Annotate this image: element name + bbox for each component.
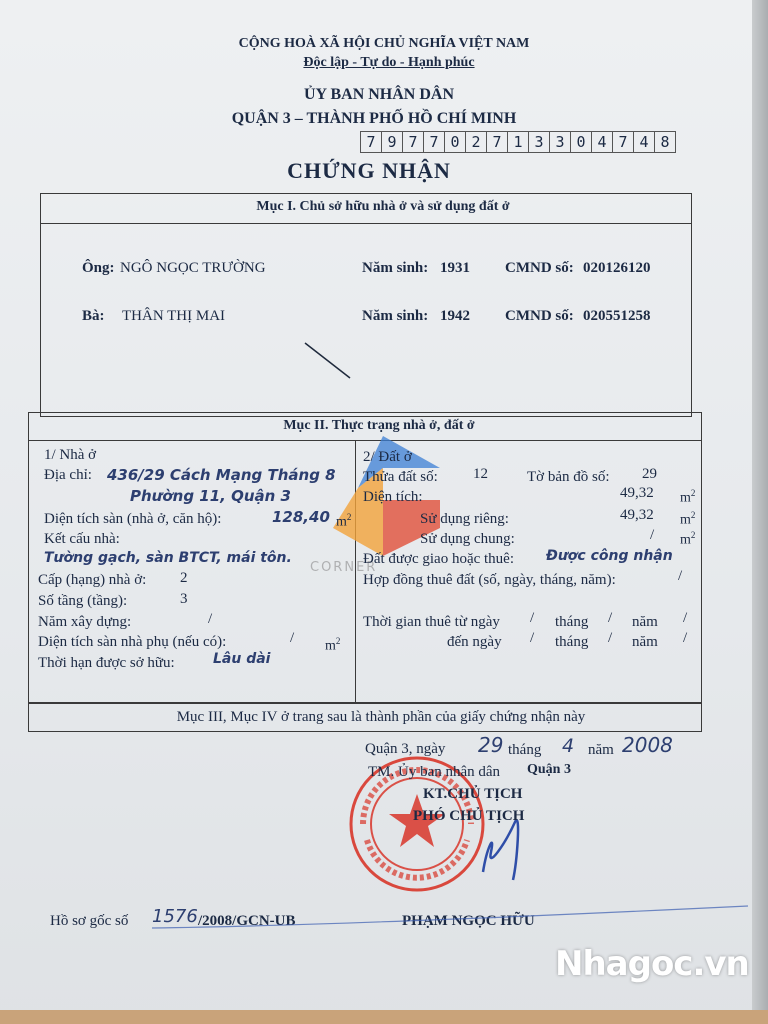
owner1-birth-label: Năm sinh:	[362, 260, 429, 276]
address-line-2: Phường 11, Quận 3	[130, 487, 291, 505]
owner1-id-label: CMND số:	[505, 260, 574, 276]
private-use-unit: $m^2$	[680, 510, 696, 528]
lease-from-year-label: năm	[632, 614, 658, 630]
lease-to-label: đến ngày	[447, 634, 502, 650]
owner1-id-number: 020126120	[583, 260, 651, 276]
serial-number	[360, 131, 676, 153]
serial-digit: 7	[403, 132, 424, 152]
signer-name: PHẠM NGỌC HỮU	[402, 913, 535, 929]
house-heading: 1/ Nhà ở	[44, 447, 97, 463]
lease-to-year: /	[683, 630, 688, 646]
address-label: Địa chỉ:	[44, 467, 92, 483]
shared-use-value: /	[650, 527, 655, 543]
serial-digit: 4	[592, 132, 613, 152]
unit-m: m	[336, 514, 347, 530]
floor-area-value: 128,40	[272, 508, 330, 526]
land-heading: 2/ Đất ở	[363, 449, 412, 465]
floors-label: Số tầng (tầng):	[38, 593, 128, 609]
section-1-box	[40, 193, 692, 417]
owner1-name: NGÔ NGỌC TRƯỜNG	[120, 260, 266, 276]
section-1-divider	[40, 223, 691, 224]
floor-area-unit: $m^2$	[336, 512, 352, 530]
map-sheet-label: Tờ bản đồ số:	[527, 469, 610, 485]
site-watermark: Nhagoc.vn	[555, 944, 749, 984]
blue-pen-stroke	[150, 900, 750, 940]
sign-line-2: KT.CHỦ TỊCH	[423, 786, 523, 802]
sign-year-label: năm	[588, 742, 614, 758]
authority-name: ỦY BAN NHÂN DÂN	[303, 86, 455, 103]
serial-digit: 0	[445, 132, 466, 152]
sign-line-1-district: Quận 3	[527, 762, 571, 777]
floor-area-label: Diện tích sàn (nhà ở, căn hộ):	[44, 511, 222, 527]
aux-area-value: /	[290, 630, 295, 646]
serial-digit: 7	[361, 132, 382, 152]
lease-from-year: /	[683, 610, 688, 626]
lease-to-month: /	[608, 630, 613, 646]
district-name: QUẬN 3 – THÀNH PHỐ HỒ CHÍ MINH	[231, 110, 517, 127]
owner2-birth-year: 1942	[440, 308, 470, 324]
aux-area-label: Diện tích sàn nhà phụ (nếu có):	[38, 634, 227, 650]
land-area-label: Diện tích:	[363, 489, 423, 505]
serial-digit: 3	[529, 132, 550, 152]
owner2-name: THÂN THỊ MAI	[122, 308, 226, 324]
sign-month: 4	[562, 735, 575, 757]
structure-value: Tường gạch, sàn BTCT, mái tôn.	[44, 550, 292, 566]
sign-place: Quận 3, ngày	[365, 741, 446, 757]
country-name: CỘNG HOÀ XÃ HỘI CHỦ NGHĨA VIỆT NAM	[238, 36, 530, 51]
shared-use-label: Sử dụng chung:	[420, 531, 515, 547]
private-use-label: Sử dụng riêng:	[420, 511, 509, 527]
owner1-prefix: Ông:	[82, 260, 115, 276]
footer-note: Mục III, Mục IV ở trang sau là thành phần của giấy chứng nhận này	[176, 709, 586, 725]
owner2-prefix: Bà:	[82, 308, 105, 324]
built-year-label: Năm xây dựng:	[38, 614, 132, 630]
document-title: CHỨNG NHẬN	[287, 158, 451, 183]
lease-from-month-label: tháng	[555, 614, 589, 630]
land-area-value: 49,32	[620, 485, 654, 501]
record-label: Hồ sơ gốc số	[50, 913, 129, 929]
serial-digit: 3	[550, 132, 571, 152]
unit-m: m	[325, 638, 336, 654]
serial-digit: 7	[487, 132, 508, 152]
ownership-term-value: Lâu dài	[213, 651, 271, 667]
section-1-title: Mục I. Chủ sở hữu nhà ở và sử dụng đất ở	[256, 199, 510, 214]
lease-contract-value: /	[678, 568, 683, 584]
desk-surface	[0, 1010, 768, 1024]
land-area-unit: $m^2$	[680, 488, 696, 506]
record-suffix: /2008/GCN-UB	[198, 913, 296, 929]
lease-to-month-label: tháng	[555, 634, 589, 650]
lease-from-label: Thời gian thuê từ ngày	[363, 614, 500, 630]
serial-digit: 0	[571, 132, 592, 152]
serial-digit: 1	[508, 132, 529, 152]
allocation-value: Được công nhận	[546, 548, 673, 564]
sign-month-label: tháng	[508, 742, 542, 758]
pen-mark	[300, 338, 360, 388]
sign-line-1: TM. Ủy ban nhân dân	[368, 764, 501, 780]
map-sheet-value: 29	[642, 466, 657, 482]
lease-from-day: /	[530, 610, 535, 626]
sign-year: 2008	[622, 733, 673, 757]
allocation-label: Đất được giao hoặc thuê:	[363, 551, 515, 567]
serial-digit: 4	[634, 132, 655, 152]
grade-value: 2	[180, 570, 188, 586]
section-2-title: Mục II. Thực trạng nhà ở, đất ở	[283, 418, 475, 433]
serial-digit: 7	[613, 132, 634, 152]
owner1-birth-year: 1931	[440, 260, 470, 276]
shared-use-unit: $m^2$	[680, 530, 696, 548]
serial-digit: 7	[424, 132, 445, 152]
unit-m: m	[680, 532, 691, 548]
lease-to-year-label: năm	[632, 634, 658, 650]
watermark-text: CORNER	[310, 560, 378, 575]
serial-digit: 8	[660, 133, 670, 151]
owner2-id-label: CMND số:	[505, 308, 574, 324]
lease-contract-label: Hợp đồng thuê đất (số, ngày, tháng, năm):	[363, 572, 616, 588]
serial-digit: 9	[382, 132, 403, 152]
unit-m: m	[680, 490, 691, 506]
lease-to-day: /	[530, 630, 535, 646]
private-use-value: 49,32	[620, 507, 654, 523]
serial-digit: 2	[466, 132, 487, 152]
lease-from-month: /	[608, 610, 613, 626]
plot-value: 12	[473, 466, 488, 482]
address-line-1: 436/29 Cách Mạng Tháng 8	[107, 466, 336, 484]
ownership-term-label: Thời hạn được sở hữu:	[38, 655, 175, 671]
built-year-value: /	[208, 611, 213, 627]
structure-label: Kết cấu nhà:	[44, 531, 120, 547]
aux-area-unit: $m^2$	[325, 636, 341, 654]
sign-line-3: PHÓ CHỦ TỊCH	[413, 808, 525, 824]
owner2-birth-label: Năm sinh:	[362, 308, 429, 324]
unit-m: m	[680, 512, 691, 528]
grade-label: Cấp (hạng) nhà ở:	[38, 572, 147, 588]
plot-label: Thửa đất số:	[363, 469, 438, 485]
floors-value: 3	[180, 591, 188, 607]
owner2-id-number: 020551258	[583, 308, 651, 324]
sign-day: 29	[478, 733, 504, 757]
record-number: 1576	[152, 906, 198, 927]
page-edge	[752, 0, 768, 1024]
national-motto: Độc lập - Tự do - Hạnh phúc	[303, 55, 475, 70]
